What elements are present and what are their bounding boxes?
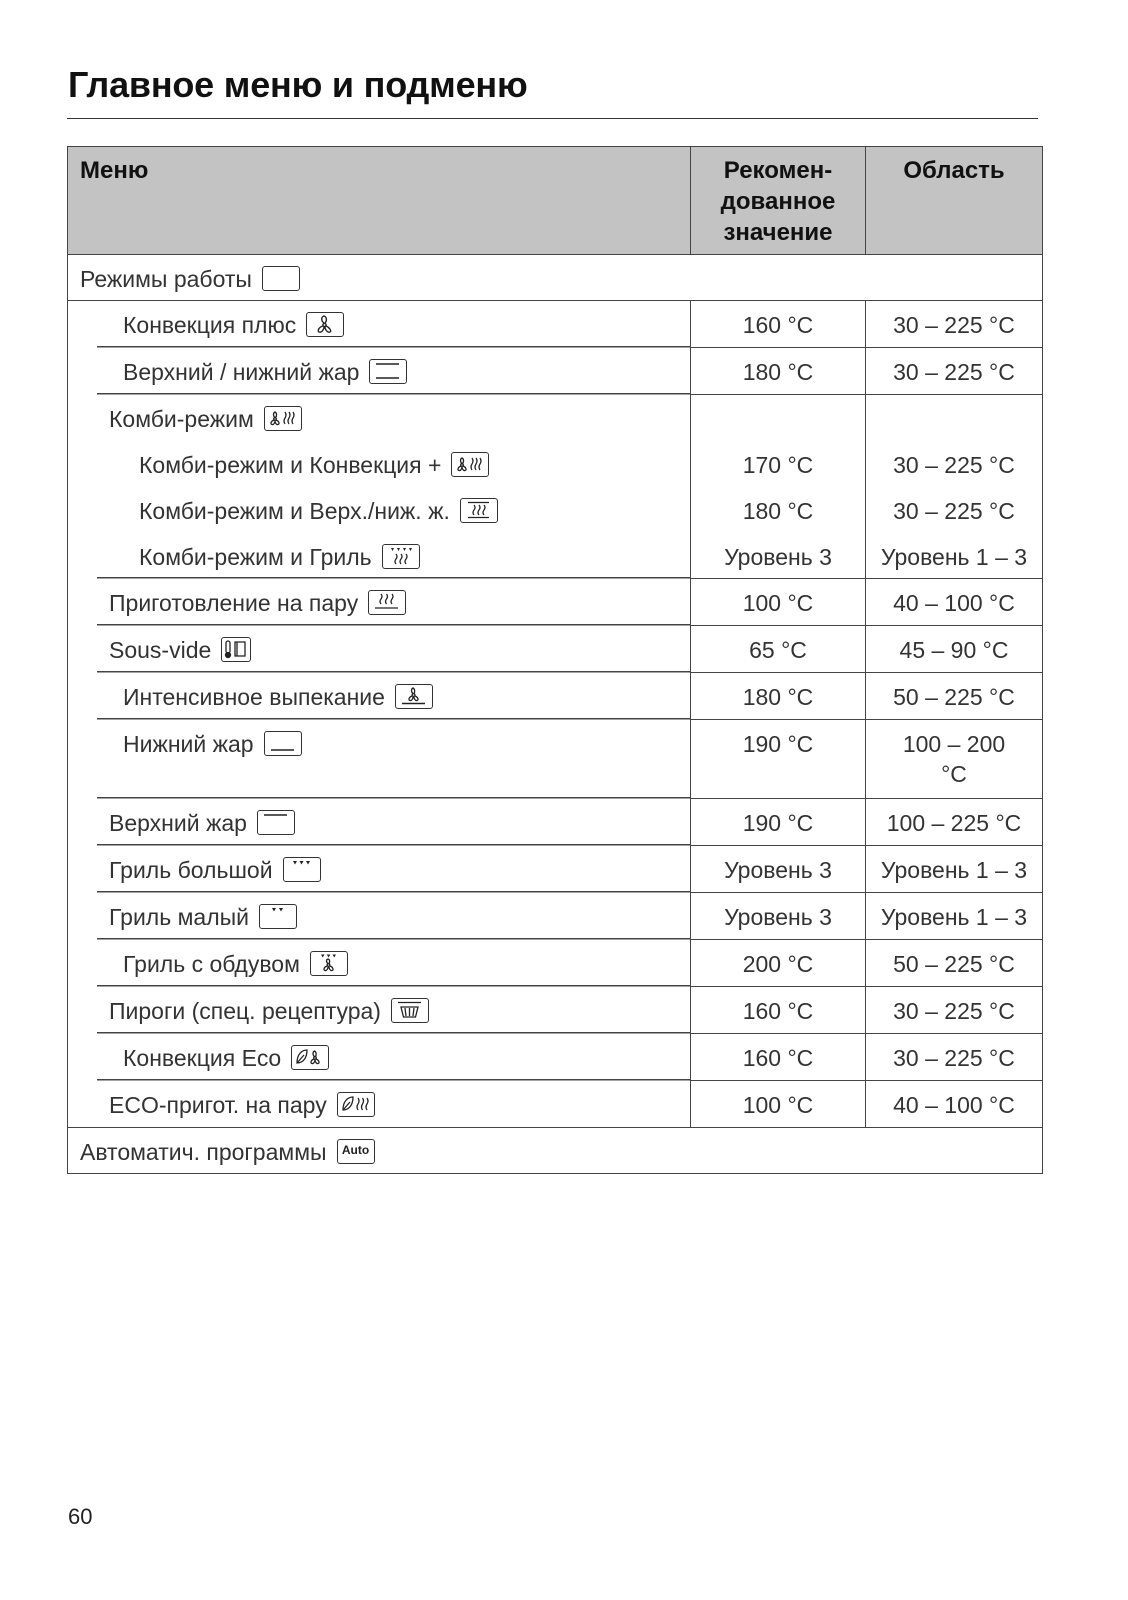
mode-name: Конвекция плюс: [123, 312, 297, 338]
mode-name: Комби-режим и Гриль: [139, 543, 372, 570]
table-row: [68, 301, 1043, 348]
table-row: [68, 987, 1043, 1034]
top-bottom-heat-icon: [369, 359, 407, 384]
table-row: [68, 673, 1043, 720]
recommended-value: Уровень 3: [691, 893, 866, 940]
bottom-heat-icon: [264, 731, 302, 756]
mode-name-cell: [68, 720, 691, 799]
range-value: 30 – 225 °C: [866, 348, 1043, 395]
recommended-value: 170 °C: [691, 441, 866, 487]
header-range: Область: [866, 147, 1043, 255]
table-row: [68, 799, 1043, 846]
range-value: 100 – 200 °C: [866, 720, 1043, 799]
full-grill-icon: [283, 857, 321, 882]
operating-modes-cell: [68, 255, 1043, 301]
range-value: 40 – 100 °C: [866, 579, 1043, 626]
header-recommended: Рекомен- дованное значение: [691, 147, 866, 255]
mode-name: Верхний жар: [109, 809, 247, 836]
mode-name: Комби-режим: [109, 405, 254, 432]
combi-top-bottom-icon: [460, 498, 498, 523]
range-value: 30 – 225 °C: [866, 1034, 1043, 1081]
mode-name-cell: [68, 487, 691, 533]
table-row: [68, 940, 1043, 987]
range-value: Уровень 1 – 3: [866, 846, 1043, 893]
range-value: 40 – 100 °C: [866, 1081, 1043, 1128]
table-row: [68, 533, 1043, 579]
range-value: 30 – 225 °C: [866, 987, 1043, 1034]
mode-name-cell: [68, 395, 691, 441]
range-value: Уровень 1 – 3: [866, 893, 1043, 940]
cake-special-icon: [391, 998, 429, 1023]
mode-name: Комби-режим и Верх./ниж. ж.: [139, 497, 450, 524]
recommended-value: 180 °C: [691, 348, 866, 395]
table-row: [68, 1034, 1043, 1081]
mode-name: ECO-пригот. на пару: [109, 1091, 327, 1118]
auto-icon: Auto: [337, 1139, 375, 1164]
recommended-value: 180 °C: [691, 487, 866, 533]
page-number: 60: [68, 1504, 93, 1529]
mode-name: Комби-режим и Конвекция +: [139, 451, 442, 478]
mode-name: Интенсивное выпекание: [123, 683, 385, 710]
recommended-value: 200 °C: [691, 940, 866, 987]
combi-grill-icon: [382, 544, 420, 569]
fan-icon: [306, 312, 344, 337]
sous-vide-icon: [221, 637, 251, 662]
recommended-value: 180 °C: [691, 673, 866, 720]
recommended-value: 160 °C: [691, 301, 866, 348]
table-row: [68, 1081, 1043, 1128]
title-divider: [67, 118, 1038, 119]
table-row: [68, 441, 1043, 487]
range-value: 50 – 225 °C: [866, 673, 1043, 720]
header-menu: Меню: [68, 147, 691, 255]
recommended-value: Уровень 3: [691, 846, 866, 893]
mode-name-cell: [68, 1034, 691, 1081]
auto-programs-row: [68, 1128, 1043, 1174]
economy-grill-icon: [259, 904, 297, 929]
table-row: [68, 846, 1043, 893]
recommended-value: Уровень 3: [691, 533, 866, 579]
mode-name-cell: [68, 940, 691, 987]
steam-icon: [368, 590, 406, 615]
table-row: [68, 893, 1043, 940]
table-row: [68, 579, 1043, 626]
combi-fan-icon: [451, 452, 489, 477]
mode-name-cell: [68, 301, 691, 348]
recommended-value: 65 °C: [691, 626, 866, 673]
table-row: [68, 487, 1043, 533]
fan-grill-icon: [310, 951, 348, 976]
mode-name: Верхний / нижний жар: [123, 358, 360, 385]
range-value: 30 – 225 °C: [866, 487, 1043, 533]
range-value: 45 – 90 °C: [866, 626, 1043, 673]
mode-name-cell: [68, 987, 691, 1034]
recommended-value: 160 °C: [691, 987, 866, 1034]
range-value: 30 – 225 °C: [866, 301, 1043, 348]
range-value: Уровень 1 – 3: [866, 533, 1043, 579]
mode-name-cell: [68, 1081, 691, 1128]
range-value: 50 – 225 °C: [866, 940, 1043, 987]
mode-name: Приготовление на пару: [109, 589, 359, 616]
page-title: Главное меню и подменю: [68, 64, 528, 105]
mode-name: Пироги (спец. рецептура): [109, 997, 381, 1024]
mode-name: Гриль малый: [109, 903, 249, 930]
combi-mode-icon: [264, 406, 302, 431]
intensive-bake-icon: [395, 684, 433, 709]
top-heat-icon: [257, 810, 295, 835]
mode-name-cell: [68, 626, 691, 673]
recommended-value: 100 °C: [691, 579, 866, 626]
auto-programs-label: Автоматич. программы: [80, 1139, 327, 1165]
table-row: [68, 720, 1043, 799]
mode-name: Нижний жар: [123, 730, 254, 757]
mode-name: Гриль с обдувом: [123, 950, 300, 977]
oven-icon: [262, 266, 300, 291]
range-value: 100 – 225 °C: [866, 799, 1043, 846]
mode-name-cell: [68, 533, 691, 579]
recommended-value: 190 °C: [691, 720, 866, 799]
range-value: 30 – 225 °C: [866, 441, 1043, 487]
table-row: [68, 348, 1043, 395]
operating-modes-label: Режимы работы: [80, 266, 252, 292]
mode-name-cell: [68, 846, 691, 893]
recommended-value: 100 °C: [691, 1081, 866, 1128]
table-row: [68, 395, 1043, 441]
mode-name-cell: [68, 348, 691, 395]
mode-name-cell: [68, 441, 691, 487]
mode-name-cell: [68, 893, 691, 940]
mode-name-cell: [68, 579, 691, 626]
mode-name-cell: [68, 799, 691, 846]
table-row: [68, 626, 1043, 673]
recommended-value: 160 °C: [691, 1034, 866, 1081]
mode-name: Sous-vide: [109, 636, 212, 663]
mode-name: Конвекция Eco: [123, 1044, 282, 1071]
range-value: [866, 395, 1043, 441]
recommended-value: [691, 395, 866, 441]
recommended-value: 190 °C: [691, 799, 866, 846]
mode-name: Гриль большой: [109, 856, 273, 883]
operating-modes-row: [68, 255, 1043, 301]
menu-table: [67, 146, 1043, 1174]
table-header-row: [68, 147, 1043, 255]
mode-name-cell: [68, 673, 691, 720]
auto-programs-cell: [68, 1128, 1043, 1174]
eco-fan-icon: [291, 1045, 329, 1070]
eco-steam-icon: [337, 1092, 375, 1117]
